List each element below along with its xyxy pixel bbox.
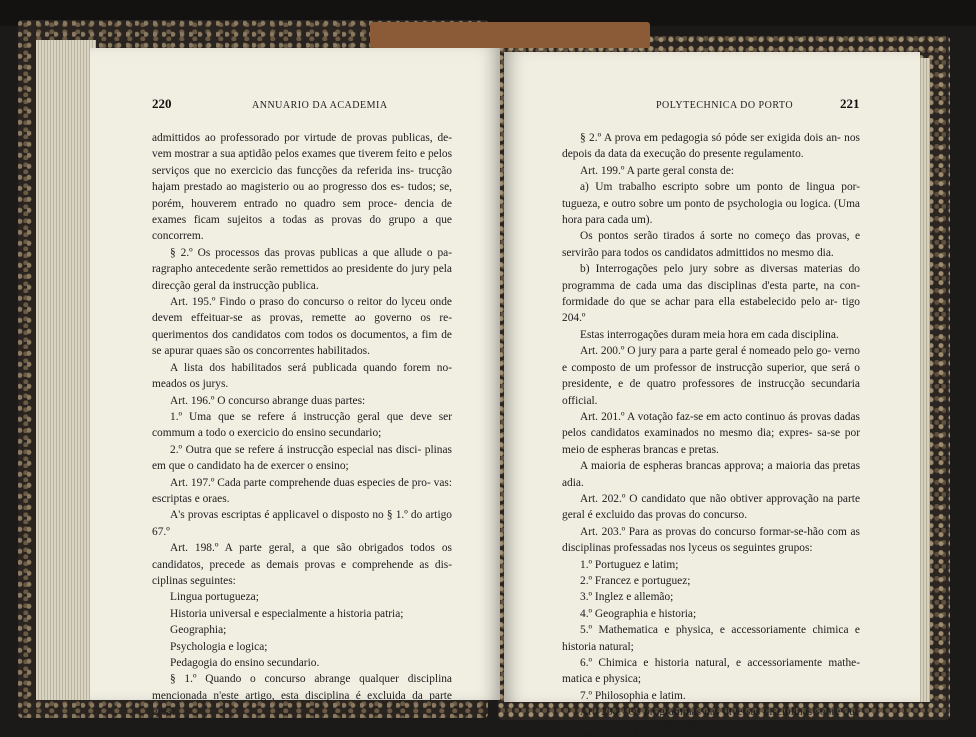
paragraph: Estas interrogações duram meia hora em cada disciplina. bbox=[580, 328, 839, 341]
paragraph: 5.º Mathematica e physica, e accessoriamente chimica e historia natural; bbox=[562, 624, 860, 653]
paragraph: Art. 204.º Os programmas das diversas disciplinas sobre que hão de versar as provas dos candidatos são: bbox=[562, 706, 860, 735]
paragraph: admittidos ao professorado por virtude de provas publicas, de- vem mostrar a sua aptidão pelos exames que tiverem feito e pelos serviços que no exercicio das funcções da referida ins- trucção hajam prestado ao magisterio ou ao progresso dos es- tudos; se, porém, houverem entrado no quadro sem proce- dencia de exames ficam sujeitos a todas as provas do grupo a que concorrem. bbox=[152, 132, 452, 243]
paragraph: A maioria de espheras brancas approva; a maioria das pretas adia. bbox=[562, 460, 860, 489]
paragraph: b) Interrogações pelo jury sobre as diversas materias do programma de cada uma das disciplinas d'esta parte, na con- formidade do que se achar para ella estabelecido pelo ar- tigo 204.º bbox=[562, 263, 860, 325]
left-page-body bbox=[152, 130, 452, 721]
right-running-header: POLYTECHNICA DO PORTO bbox=[656, 100, 794, 111]
paragraph: 1.º Uma que se refere á instrucção geral que deve ser commum a todo o exercicio do ensino secundario; bbox=[152, 410, 452, 440]
paragraph: 2.º Francez e portuguez; bbox=[580, 574, 691, 587]
paragraph: 6.º Chimica e historia natural, e accessoriamente mathe- matica e physica; bbox=[562, 657, 860, 686]
paragraph: § 2.º A prova em pedagogia só póde ser exigida dois an- nos depois da data da execução do presente regulamento. bbox=[562, 132, 860, 161]
paragraph: 1.º Portuguez e latim; bbox=[580, 558, 679, 571]
book-spine bbox=[370, 22, 650, 48]
right-page bbox=[504, 52, 920, 735]
paragraph: 2.º Outra que se refere á instrucção especial nas disci- plinas em que o candidato ha de exercer o ensino; bbox=[152, 443, 452, 473]
left-page-edges bbox=[36, 40, 96, 700]
right-page-number: 221 bbox=[840, 96, 860, 111]
paragraph: Art. 200.º O jury para a parte geral é nomeado pelo go- verno e composto de um professor de instrucção superior, que será o presidente, e de quatro professores de instrucção secundaria official. bbox=[562, 345, 860, 407]
paragraph: a) Um trabalho escripto sobre um ponto de lingua por- tugueza, e outro sobre um ponto de psychologia ou logica. (Uma hora para cada um). bbox=[562, 181, 860, 227]
left-page-number: 220 bbox=[152, 96, 172, 111]
paragraph: 4.º Geographia e historia; bbox=[580, 607, 697, 620]
left-running-header: ANNUARIO DA ACADEMIA bbox=[252, 100, 388, 111]
paragraph: Art. 199.º A parte geral consta de: bbox=[580, 164, 735, 177]
paragraph: Art. 202.º O candidato que não obtiver approvação na parte geral é excluido das provas do concurso. bbox=[562, 492, 860, 522]
paragraph: § 2.º Os processos das provas publicas a que allude o pa- ragrapho antecedente serão remettidos ao presidente do jury pela direcção geral da instrucção publica. bbox=[152, 246, 452, 292]
paragraph: Os pontos serão tirados á sorte no começo das provas, e servirão para todos os candidatos admittidos no mesmo dia. bbox=[562, 230, 860, 259]
paragraph: Art. 196.º O concurso abrange duas partes: bbox=[170, 394, 366, 407]
paragraph: Art. 203.º Para as provas do concurso formar-se-hão com as disciplinas professadas nos lyceus os seguintes grupos: bbox=[562, 525, 860, 555]
paragraph: § 1.º Quando o concurso abrange qualquer disciplina mencionada n'este artigo, esta disciplina é excluida da parte geral. bbox=[152, 673, 452, 719]
paragraph: Lingua portugueza; bbox=[170, 591, 259, 604]
left-page bbox=[90, 48, 500, 719]
paragraph: 7.º Philosophia e latim. bbox=[580, 689, 686, 702]
paragraph: Art. 195.º Findo o praso do concurso o reitor do lyceu onde devem effeituar-se as provas, remette ao governo os re- querimentos dos candidatos com todos os documentos, a fim de se apurar quaes são os concorrentes habilitados. bbox=[152, 296, 452, 358]
paragraph: Pedagogia do ensino secundario. bbox=[170, 657, 320, 669]
paragraph: Psychologia e logica; bbox=[170, 640, 268, 653]
paragraph: Geographia; bbox=[170, 624, 227, 637]
paragraph: A's provas escriptas é applicavel o disposto no § 1.º do artigo 67.º bbox=[152, 509, 452, 538]
paragraph: Art. 198.º A parte geral, a que são obrigados todos os candidatos, precede as demais provas e comprehende as dis- ciplinas seguintes: bbox=[152, 542, 452, 587]
paragraph: Historia universal e especialmente a historia patria; bbox=[170, 607, 404, 620]
paragraph: A lista dos habilitados será publicada quando forem no- meados os jurys. bbox=[152, 361, 452, 391]
right-page-body bbox=[562, 130, 860, 737]
paragraph: Art. 201.º A votação faz-se em acto continuo ás provas dadas pelos candidatos examinados no mesmo dia; expres- sa-se por meio de espheras brancas e pretas. bbox=[562, 410, 860, 456]
paragraph: Art. 197.º Cada parte comprehende duas especies de pro- vas: escriptas e oraes. bbox=[152, 476, 452, 505]
paragraph: 3.º Inglez e allemão; bbox=[580, 591, 674, 604]
